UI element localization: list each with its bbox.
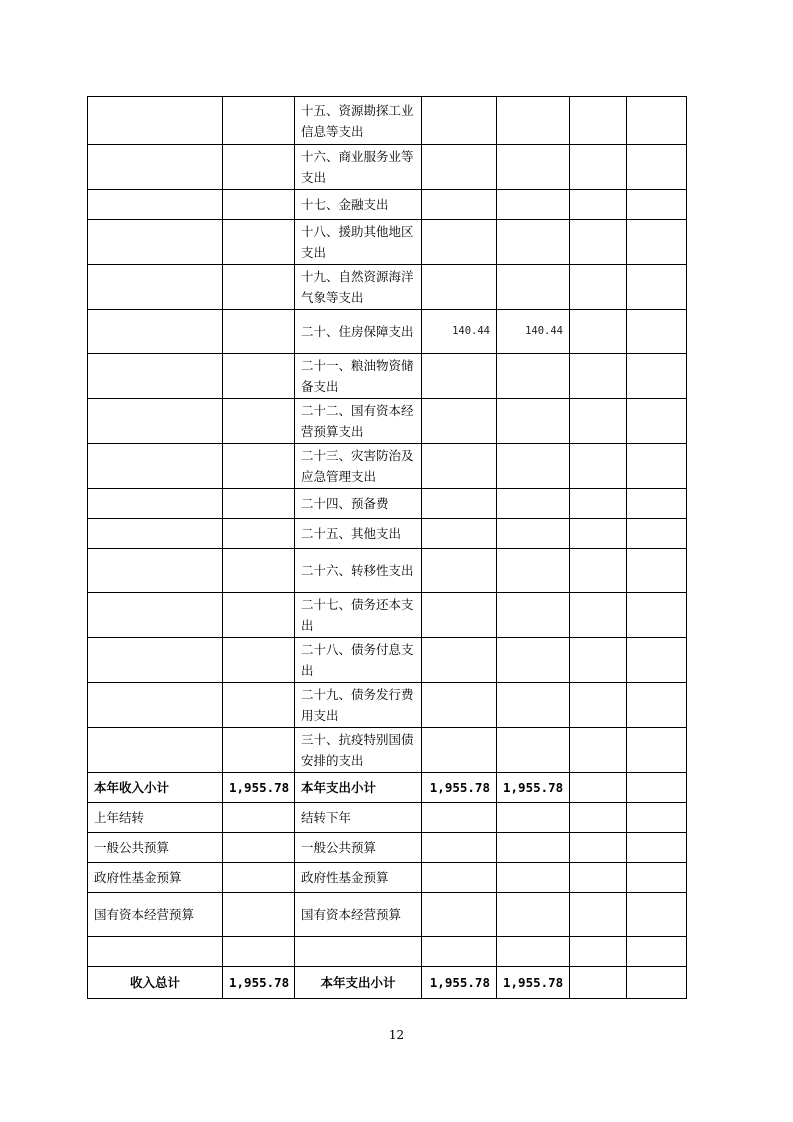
expense-total — [422, 519, 497, 549]
empty-cell — [497, 803, 570, 833]
table-row — [88, 97, 687, 145]
expense-state-capital — [627, 519, 687, 549]
table-row — [88, 638, 687, 683]
expense-subtotal-label: 本年支出小计 — [295, 773, 422, 803]
expense-fund-budget — [570, 489, 627, 519]
table-row — [88, 310, 687, 354]
expense-general-budget — [497, 519, 570, 549]
income-item — [88, 190, 223, 220]
expense-item: 二十四、预备费 — [295, 489, 422, 519]
expense-general-budget — [497, 220, 570, 265]
income-subtotal-amount: 1,955.78 — [223, 773, 295, 803]
expense-fund-budget — [570, 444, 627, 489]
empty-cell — [627, 863, 687, 893]
income-item — [88, 97, 223, 145]
expense-total — [422, 265, 497, 310]
income-item — [88, 399, 223, 444]
expense-state-capital — [627, 145, 687, 190]
expense-state-capital — [627, 549, 687, 593]
expense-fund-budget — [570, 593, 627, 638]
income-total-amount: 1,955.78 — [223, 967, 295, 999]
income-amount — [223, 220, 295, 265]
blank-row — [88, 937, 687, 967]
expense-item: 三十、抗疫特别国债安排的支出 — [295, 728, 422, 773]
expense-state-capital — [627, 489, 687, 519]
grand-total-row — [88, 967, 687, 999]
income-item — [88, 593, 223, 638]
expense-general-budget: 140.44 — [497, 310, 570, 354]
income-total-label: 收入总计 — [88, 967, 223, 999]
expense-total — [422, 489, 497, 519]
expense-total — [422, 97, 497, 145]
expense-general-budget — [497, 145, 570, 190]
expense-general-budget — [497, 683, 570, 728]
table-row — [88, 220, 687, 265]
expense-total — [422, 145, 497, 190]
empty-cell — [570, 863, 627, 893]
carryover-income-item: 国有资本经营预算 — [88, 893, 223, 937]
expense-fund-budget — [570, 97, 627, 145]
budget-table — [87, 96, 687, 999]
carryover-item-row — [88, 833, 687, 863]
expense-fund-budget — [570, 220, 627, 265]
empty-cell — [223, 937, 295, 967]
table-row — [88, 549, 687, 593]
empty-cell — [223, 833, 295, 863]
income-item — [88, 220, 223, 265]
expense-general-budget — [497, 728, 570, 773]
income-item — [88, 145, 223, 190]
income-item — [88, 728, 223, 773]
income-item — [88, 265, 223, 310]
carryover-expense-item: 一般公共预算 — [295, 833, 422, 863]
empty-cell — [570, 833, 627, 863]
prior-carryover-label: 上年结转 — [88, 803, 223, 833]
income-amount — [223, 97, 295, 145]
income-amount — [223, 265, 295, 310]
carryover-expense-item: 国有资本经营预算 — [295, 893, 422, 937]
expense-fund-budget — [570, 728, 627, 773]
expense-total: 140.44 — [422, 310, 497, 354]
income-amount — [223, 145, 295, 190]
empty-cell — [627, 893, 687, 937]
expense-fund-budget — [570, 638, 627, 683]
income-item — [88, 489, 223, 519]
expense-subtotal-capital — [627, 773, 687, 803]
carryover-row — [88, 803, 687, 833]
expense-general-budget — [497, 638, 570, 683]
income-amount — [223, 310, 295, 354]
empty-cell — [497, 893, 570, 937]
expense-fund-budget — [570, 399, 627, 444]
expense-subtotal-total: 1,955.78 — [422, 773, 497, 803]
expense-state-capital — [627, 265, 687, 310]
empty-cell — [422, 937, 497, 967]
expense-item: 二十、住房保障支出 — [295, 310, 422, 354]
empty-cell — [570, 893, 627, 937]
expense-total — [422, 593, 497, 638]
empty-cell — [570, 937, 627, 967]
expense-state-capital — [627, 354, 687, 399]
income-amount — [223, 190, 295, 220]
income-amount — [223, 519, 295, 549]
next-carryover-label: 结转下年 — [295, 803, 422, 833]
empty-cell — [627, 833, 687, 863]
expense-state-capital — [627, 683, 687, 728]
empty-cell — [497, 833, 570, 863]
income-amount — [223, 354, 295, 399]
table-row — [88, 145, 687, 190]
income-item — [88, 549, 223, 593]
income-amount — [223, 593, 295, 638]
expense-total — [422, 683, 497, 728]
expense-state-capital — [627, 310, 687, 354]
income-amount — [223, 549, 295, 593]
expense-state-capital — [627, 97, 687, 145]
carryover-expense-item: 政府性基金预算 — [295, 863, 422, 893]
income-amount — [223, 489, 295, 519]
expense-general-budget — [497, 549, 570, 593]
income-amount — [223, 728, 295, 773]
income-item — [88, 519, 223, 549]
expense-fund-budget — [570, 145, 627, 190]
expense-item: 二十五、其他支出 — [295, 519, 422, 549]
expense-state-capital — [627, 190, 687, 220]
expense-state-capital — [627, 638, 687, 683]
expense-fund-budget — [570, 265, 627, 310]
expense-item: 十九、自然资源海洋气象等支出 — [295, 265, 422, 310]
expense-total — [422, 190, 497, 220]
expense-total-label: 本年支出小计 — [295, 967, 422, 999]
expense-item: 二十七、债务还本支出 — [295, 593, 422, 638]
expense-state-capital — [627, 728, 687, 773]
empty-cell — [295, 937, 422, 967]
expense-item: 二十九、债务发行费用支出 — [295, 683, 422, 728]
expense-item: 二十八、债务付息支出 — [295, 638, 422, 683]
expense-fund-budget — [570, 354, 627, 399]
expense-item: 二十一、粮油物资储备支出 — [295, 354, 422, 399]
expense-subtotal-general: 1,955.78 — [497, 773, 570, 803]
expense-fund-budget — [570, 310, 627, 354]
income-amount — [223, 638, 295, 683]
expense-state-capital — [627, 399, 687, 444]
empty-cell — [627, 937, 687, 967]
carryover-income-item: 政府性基金预算 — [88, 863, 223, 893]
table-row — [88, 489, 687, 519]
income-amount — [223, 683, 295, 728]
table-row — [88, 399, 687, 444]
expense-item: 十七、金融支出 — [295, 190, 422, 220]
empty-cell — [422, 833, 497, 863]
expense-fund-budget — [570, 683, 627, 728]
expense-general-budget — [497, 354, 570, 399]
expense-item: 二十三、灾害防治及应急管理支出 — [295, 444, 422, 489]
income-item — [88, 444, 223, 489]
prior-carryover-amount — [223, 803, 295, 833]
income-item — [88, 354, 223, 399]
expense-total — [422, 399, 497, 444]
table-row — [88, 519, 687, 549]
expense-item: 二十六、转移性支出 — [295, 549, 422, 593]
table-row — [88, 683, 687, 728]
expense-general-budget — [497, 489, 570, 519]
empty-cell — [422, 803, 497, 833]
expense-subtotal-fund — [570, 773, 627, 803]
expense-total-total: 1,955.78 — [422, 967, 497, 999]
empty-cell — [627, 967, 687, 999]
expense-fund-budget — [570, 519, 627, 549]
expense-general-budget — [497, 399, 570, 444]
expense-item: 十五、资源勘探工业信息等支出 — [295, 97, 422, 145]
empty-cell — [497, 937, 570, 967]
page-number: 12 — [388, 1028, 405, 1042]
empty-cell — [570, 803, 627, 833]
expense-general-budget — [497, 190, 570, 220]
expense-total — [422, 638, 497, 683]
empty-cell — [497, 863, 570, 893]
expense-general-budget — [497, 593, 570, 638]
income-amount — [223, 399, 295, 444]
table-row — [88, 728, 687, 773]
table-row — [88, 190, 687, 220]
expense-general-budget — [497, 97, 570, 145]
expense-state-capital — [627, 593, 687, 638]
expense-total — [422, 549, 497, 593]
table-row — [88, 444, 687, 489]
empty-cell — [223, 863, 295, 893]
expense-state-capital — [627, 444, 687, 489]
empty-cell — [570, 967, 627, 999]
income-item — [88, 683, 223, 728]
expense-total — [422, 728, 497, 773]
expense-fund-budget — [570, 549, 627, 593]
carryover-item-row — [88, 863, 687, 893]
table-row — [88, 593, 687, 638]
income-item — [88, 638, 223, 683]
empty-cell — [223, 893, 295, 937]
empty-cell — [627, 803, 687, 833]
table-row — [88, 265, 687, 310]
subtotal-row — [88, 773, 687, 803]
income-item — [88, 310, 223, 354]
expense-item: 二十二、国有资本经营预算支出 — [295, 399, 422, 444]
expense-item: 十八、援助其他地区支出 — [295, 220, 422, 265]
carryover-income-item: 一般公共预算 — [88, 833, 223, 863]
empty-cell — [422, 893, 497, 937]
income-amount — [223, 444, 295, 489]
expense-rows — [88, 97, 687, 773]
expense-general-budget — [497, 444, 570, 489]
expense-item: 十六、商业服务业等支出 — [295, 145, 422, 190]
empty-cell — [422, 863, 497, 893]
expense-general-budget — [497, 265, 570, 310]
table-row — [88, 354, 687, 399]
summary-rows — [88, 773, 687, 999]
expense-state-capital — [627, 220, 687, 265]
carryover-item-row — [88, 893, 687, 937]
expense-total — [422, 354, 497, 399]
income-subtotal-label: 本年收入小计 — [88, 773, 223, 803]
expense-total — [422, 444, 497, 489]
expense-total — [422, 220, 497, 265]
empty-cell — [88, 937, 223, 967]
expense-total-general: 1,955.78 — [497, 967, 570, 999]
expense-fund-budget — [570, 190, 627, 220]
